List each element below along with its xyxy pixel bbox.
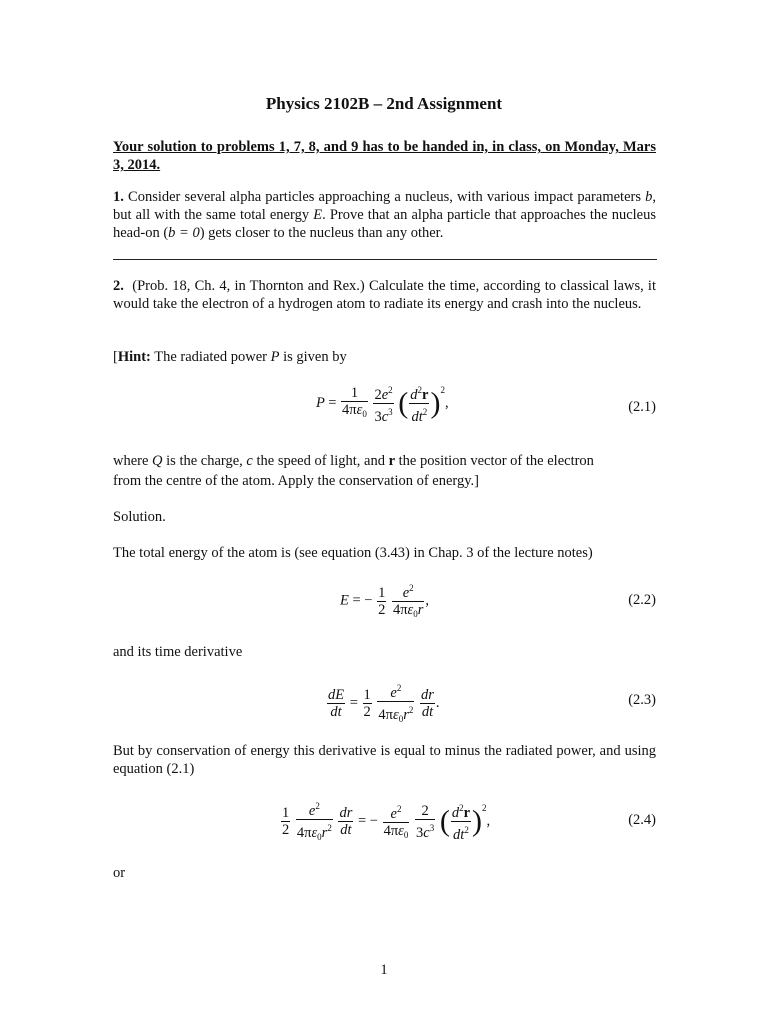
equation-number-2-3: (2.3) (628, 692, 656, 708)
problem-1-text-a: Consider several alpha particles approaching a nucleus, with various impact parameters (128, 189, 641, 205)
var-Q: Q (152, 453, 163, 469)
var-c: c (246, 453, 253, 469)
where-text-4: the position vector of the electron (398, 453, 594, 469)
head-on-condition: b = 0 (168, 225, 200, 241)
where-text-line-2: from the centre of the atom. Apply the conservation of energy.] (113, 473, 480, 489)
var-P: P (270, 349, 280, 365)
problem-1-number: 1. (113, 189, 124, 205)
equation-2-2: E = − $\frac{1}{2}$ $\frac{e^2}{4\pi\varepsilon_0r}$ , (340, 580, 429, 622)
page-title: Physics 2102B – 2nd Assignment (265, 94, 503, 113)
hint-text-a: The radiated power (154, 349, 267, 365)
where-text-2: is the charge, (166, 453, 243, 469)
where-text-3: the speed of light, and (256, 453, 385, 469)
var-E: E (313, 207, 323, 223)
equation-number-2-4: (2.4) (628, 812, 656, 828)
where-text-1: where (113, 453, 149, 469)
problem-1 (113, 188, 656, 242)
hint-label: Hint: (117, 349, 151, 365)
problem-1-text-d: ) gets closer to the nucleus than any other. (199, 225, 444, 241)
conservation-text: But by conservation of energy this derivative is equal to minus the radiated power, and using equation (2.1) (113, 743, 656, 777)
var-b: b (645, 189, 653, 205)
submission-notice (113, 138, 656, 174)
problem-1-text-b: , but all with the same total energy (113, 189, 657, 223)
hint-line (113, 348, 656, 366)
equation-number-2-2: (2.2) (628, 592, 656, 608)
problem-2-text: (Prob. 18, Ch. 4, in Thornton and Rex.) Calculate the time, according to classical laws, it would take the electron of a hydrogen atom to radiate its energy and crash into the nucleus. (113, 278, 656, 312)
hint-text-b: is given by (283, 349, 347, 365)
derivative-intro: and its time derivative (113, 644, 243, 660)
var-r: r (388, 453, 396, 469)
section-divider (113, 259, 657, 260)
page-number: 1 (380, 962, 388, 978)
equation-number-2-1: (2.1) (628, 399, 656, 415)
notice-text: Your solution to problems 1, 7, 8, and 9 has to be handed in, in class, on Monday, Mars 3, 2014. (113, 139, 656, 173)
problem-2-number: 2. (113, 278, 124, 294)
where-clause (113, 451, 656, 491)
energy-intro: The total energy of the atom is (see equation (3.43) in Chap. 3 of the lecture notes) (113, 545, 593, 561)
problem-1-text-c: . Prove that an alpha particle that approaches the nucleus head-on ( (113, 207, 656, 241)
problem-2 (113, 277, 656, 313)
equation-2-1: P = $\frac{1}{4\pi\varepsilon_0}$ $\frac{2e^2}{3c^3}$ ( $\frac{d^2r}{dt^2}$ )$^2$, (316, 382, 449, 425)
equation-2-4: $\frac{1}{2}$ $\frac{e^2}{4\pi\varepsilon_0r^2}$ $\frac{dr}{dt}$ = − $\frac{e^2}{4\pi\varepsilon_0}$ $\frac{2}{3c^3}$ ( $\frac{d^2r}{dt^2}$ )$^2$, (280, 798, 490, 845)
solution-label: Solution. (113, 509, 166, 525)
or-label: or (113, 865, 126, 881)
hint-bracket: [ (113, 349, 118, 365)
equation-2-3: $\frac{dE}{dt}$ = $\frac{1}{2}$ $\frac{e^2}{4\pi\varepsilon_0r^2}$ $\frac{dr}{dt}$ . (326, 680, 440, 727)
